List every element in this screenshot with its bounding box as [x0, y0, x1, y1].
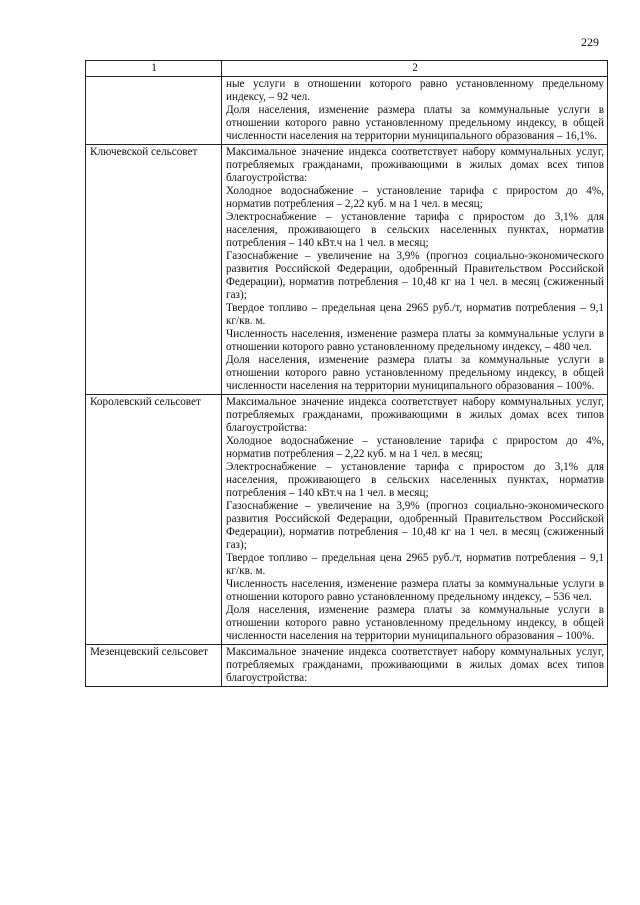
municipality-name: Мезенцевский сельсовет	[90, 646, 208, 658]
municipality-name-cell	[86, 145, 222, 395]
description-paragraph: Численность населения, изменение размера платы за коммунальные услуги в отношении которого равно установленному предельному индексу, – 480 чел.	[226, 328, 604, 353]
description-paragraph: Максимальное значение индекса соответствует набору коммунальных услуг, потребляемых гражданами, проживающими в жилых домах всех типов благоустройства:	[226, 146, 604, 184]
table-row	[86, 145, 608, 395]
description-paragraph: Электроснабжение – установление тарифа с приростом до 3,1% для населения, проживающего в сельских населенных пунктах, норматив потребления – 140 кВт.ч на 1 чел. в месяц;	[226, 461, 604, 499]
description-cell	[222, 645, 608, 687]
municipality-name-cell	[86, 395, 222, 645]
table-row	[86, 77, 608, 145]
description-paragraph: Доля населения, изменение размера платы за коммунальные услуги в отношении которого равно установленному предельному индексу, в общей численности населения на территории муниципального образования – 100%.	[226, 604, 604, 642]
description-paragraph: Максимальное значение индекса соответствует набору коммунальных услуг, потребляемых гражданами, проживающими в жилых домах всех типов благоустройства:	[226, 646, 604, 684]
column-header-1: 1	[86, 61, 222, 77]
description-paragraph: Максимальное значение индекса соответствует набору коммунальных услуг, потребляемых гражданами, проживающими в жилых домах всех типов благоустройства:	[226, 396, 604, 434]
description-paragraph: Холодное водоснабжение – установление тарифа с приростом до 4%, норматив потребления – 2,22 куб. м на 1 чел. в месяц;	[226, 435, 604, 460]
description-cell	[222, 77, 608, 145]
description-paragraph: Холодное водоснабжение – установление тарифа с приростом до 4%, норматив потребления – 2,22 куб. м на 1 чел. в месяц;	[226, 185, 604, 210]
description-cell	[222, 395, 608, 645]
description-paragraph: Твердое топливо – предельная цена 2965 руб./т, норматив потребления – 9,1 кг/кв. м.	[226, 552, 604, 577]
description-paragraph: Электроснабжение – установление тарифа с приростом до 3,1% для населения, проживающего в сельских населенных пунктах, норматив потребления – 140 кВт.ч на 1 чел. в месяц;	[226, 211, 604, 249]
municipality-name-cell	[86, 645, 222, 687]
description-paragraph: Численность населения, изменение размера платы за коммунальные услуги в отношении которого равно установленному предельному индексу, – 536 чел.	[226, 578, 604, 603]
municipality-table	[85, 60, 608, 687]
page-number: 229	[581, 35, 599, 49]
municipality-name: Королевский сельсовет	[90, 396, 201, 408]
column-header-2: 2	[222, 61, 608, 77]
table-row	[86, 645, 608, 687]
description-paragraph: Газоснабжение – увеличение на 3,9% (прогноз социально-экономического развития Российской Федерации, одобренный Правительством Российской Федерации), норматив потребления – 10,48 кг на 1 чел. в месяц (сжиженный газ);	[226, 500, 604, 551]
description-paragraph: Твердое топливо – предельная цена 2965 руб./т, норматив потребления – 9,1 кг/кв. м.	[226, 302, 604, 327]
municipality-name: Ключевской сельсовет	[90, 146, 198, 158]
description-paragraph: Доля населения, изменение размера платы за коммунальные услуги в отношении которого равно установленному предельному индексу, в общей численности населения на территории муниципального образования – 16,1%.	[226, 104, 604, 142]
municipality-name-cell	[86, 77, 222, 145]
description-paragraph: Доля населения, изменение размера платы за коммунальные услуги в отношении которого равно установленному предельному индексу, в общей численности населения на территории муниципального образования – 100%.	[226, 354, 604, 392]
table-header-row	[86, 61, 608, 77]
description-paragraph: Газоснабжение – увеличение на 3,9% (прогноз социально-экономического развития Российской Федерации, одобренный Правительством Российской Федерации), норматив потребления – 10,48 кг на 1 чел. в месяц (сжиженный газ);	[226, 250, 604, 301]
description-paragraph: ные услуги в отношении которого равно установленному предельному индексу, – 92 чел.	[226, 78, 604, 103]
description-cell	[222, 145, 608, 395]
table-row	[86, 395, 608, 645]
